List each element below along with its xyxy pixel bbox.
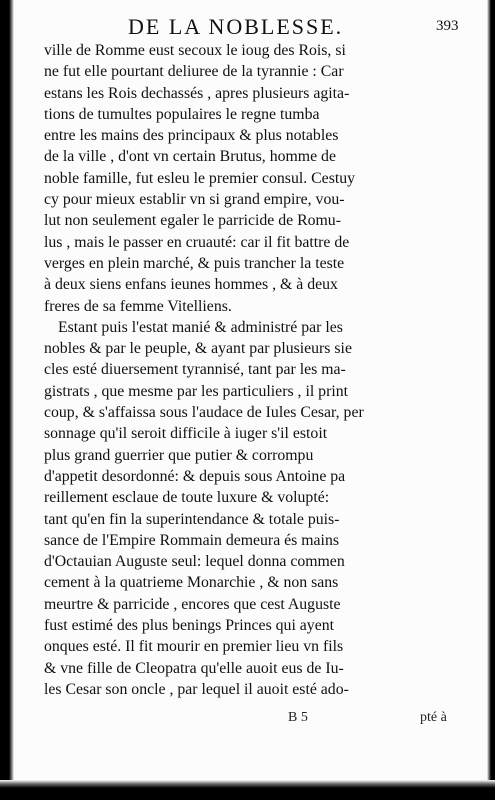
scan-border-left [0, 0, 14, 800]
text-line: cy pour mieux establir vn si grand empire, vou- [44, 191, 345, 209]
text-line: entre les mains des principaux & plus notables [44, 127, 339, 145]
text-line: tions de tumultes populaires le regne tumba [44, 105, 320, 123]
text-line: de la ville , d'ont vn certain Brutus, homme de [44, 148, 336, 166]
text-line: & vne fille de Cleopatra qu'elle auoit eus de Iu- [44, 659, 344, 677]
text-line: lut non seulement egaler le parricide de Romu- [44, 212, 341, 230]
text-line: coup, & s'affaissa sous l'audace de Iules Cesar, per [44, 404, 364, 422]
text-line: ne fut elle pourtant deliuree de la tyrannie : Car [44, 63, 344, 81]
text-line: cement à la quatrieme Monarchie , & non sans [44, 574, 339, 592]
text-line: meurtre & parricide , encores que cest Auguste [44, 595, 341, 613]
text-line: gistrats , que mesme par les particuliers , il print [44, 382, 349, 400]
text-line: cles esté diuersement tyrannisé, tant par les ma- [44, 361, 346, 379]
scan-border-right [487, 0, 495, 800]
text-line: sance de l'Empire Rommain demeura és mains [44, 531, 339, 549]
text-line: plus grand guerrier que putier & corrompu [44, 446, 314, 464]
text-line: fust estimé des plus benings Princes qui ayent [44, 617, 335, 635]
page-number: 393 [436, 18, 459, 34]
body-text [44, 40, 469, 700]
text-line: d'Octauian Auguste seul: lequel donna commen [44, 553, 345, 571]
text-line: onques esté. Il fit mourir en premier lieu vn fils [44, 638, 344, 656]
running-head: DE LA NOBLESSE. [128, 14, 344, 39]
text-line: ville de Romme eust secoux le ioug des Rois, si [44, 42, 346, 59]
text-line: Estant puis l'estat manié & administré par les [58, 318, 343, 336]
scan-border-bottom [0, 780, 495, 800]
text-line: sonnage qu'il seroit difficile à iuger s'il estoit [44, 425, 328, 443]
signature-mark: B 5 [288, 710, 308, 725]
text-line: noble famille, fut esleu le premier consul. Cestuy [44, 169, 356, 187]
text-line: tant qu'en fin la superintendance & totale puis- [44, 510, 340, 528]
text-line: freres de sa femme Vitelliens. [44, 297, 232, 315]
catchword: pté à [420, 710, 447, 725]
text-line: à deux siens enfans ieunes hommes , & à deux [44, 276, 338, 294]
text-line: reillement esclaue de toute luxure & volupté: [44, 489, 330, 507]
text-line: lus , mais le passer en cruauté: car il fit battre de [44, 233, 350, 251]
page-header [36, 8, 476, 42]
text-line: nobles & par le peuple, & ayant par plusieurs sie [44, 340, 352, 358]
text-line: verges en plein marché, & puis trancher la teste [44, 254, 345, 272]
text-line: estans les Rois dechassés , apres plusieurs agita- [44, 84, 350, 102]
text-line: les Cesar son oncle , par lequel il auoit esté ado- [44, 680, 349, 698]
text-line: d'appetit desordonné: & depuis sous Antoine pa [44, 467, 346, 485]
